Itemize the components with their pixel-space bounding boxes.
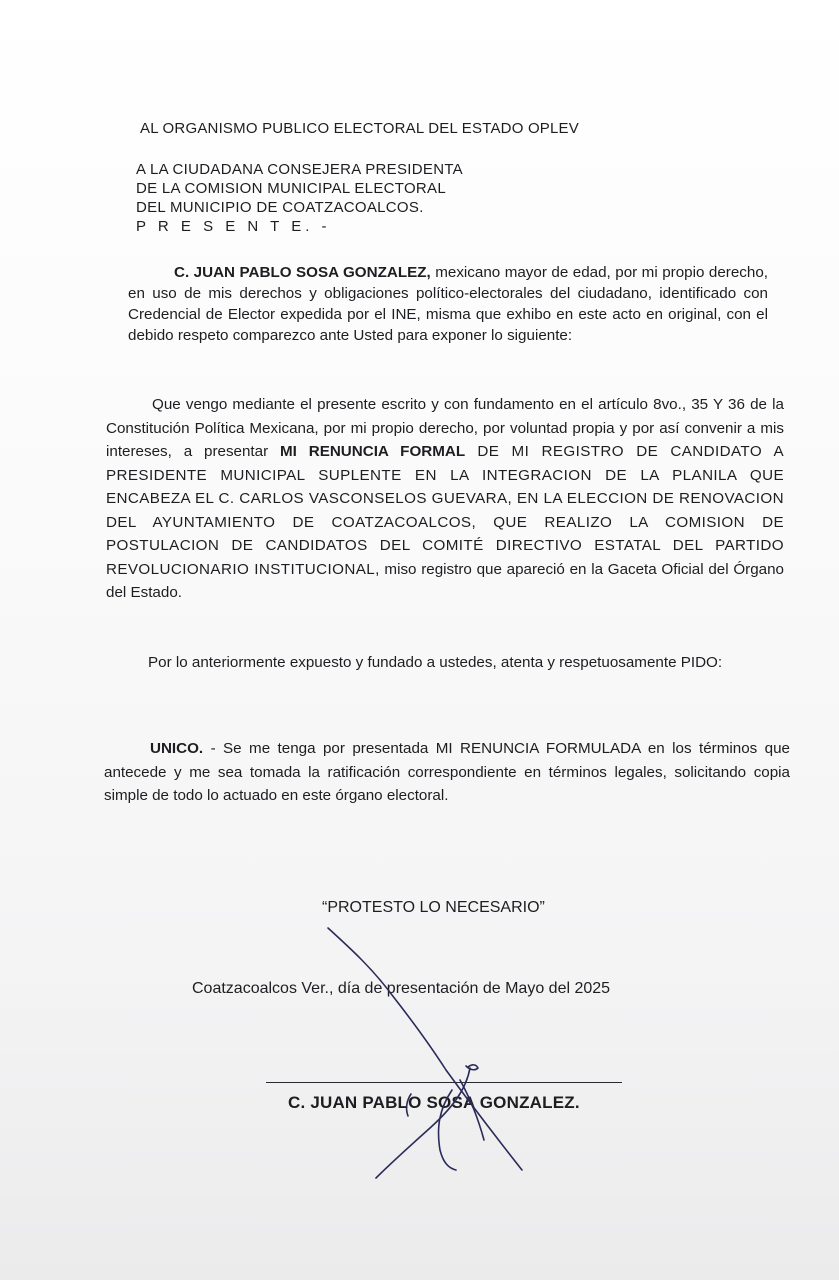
request-text: Por lo anteriormente expuesto y fundado a ustedes, atenta y respetuosamente PIDO: bbox=[148, 654, 723, 671]
resignation-text: Que vengo mediante el presente escrito y con fundamento en el artículo 8vo., 35 Y 36 de la Constitución Política Mexicana, por mi propio derecho, por voluntad propia y por así convenir a mis intereses, a presentar bbox=[106, 396, 784, 460]
closing-motto: “PROTESTO LO NECESARIO” bbox=[322, 899, 545, 916]
paragraph-unico bbox=[104, 737, 790, 808]
resignation-bold: MI RENUNCIA FORMAL bbox=[280, 443, 466, 460]
paragraph-introduction bbox=[128, 262, 768, 346]
signatory-name: C. JUAN PABLO SOSA GONZALEZ. bbox=[288, 1093, 580, 1112]
unico-label: UNICO. bbox=[150, 740, 204, 757]
signature-line bbox=[266, 1082, 622, 1083]
recipient-line-1: A LA CIUDADANA CONSEJERA PRESIDENTA bbox=[136, 161, 463, 178]
introduction-text: mexicano mayor de edad, por mi propio derecho, en uso de mis derechos y obligaciones político-electorales del ciudadano, identificado con Credencial de Elector expedida por el INE, misma que exhibo en este acto en original, con el debido respeto comparezco ante Usted para exponer lo siguiente: bbox=[128, 264, 768, 344]
resignation-end: miso registro que apareció en la Gaceta Oficial del Órgano del Estado. bbox=[106, 560, 784, 601]
applicant-name: C. JUAN PABLO SOSA GONZALEZ, bbox=[174, 264, 431, 281]
paragraph-request bbox=[102, 651, 786, 675]
recipient-block bbox=[136, 160, 463, 236]
paragraph-resignation bbox=[106, 393, 784, 605]
unico-text: - Se me tenga por presentada MI RENUNCIA FORMULADA en los términos que antecede y me sea tomada la ratificación correspondiente en términos legales, solicitando copia simple de todo lo actuado en este órgano electoral. bbox=[104, 740, 790, 804]
recipient-line-2: DE LA COMISION MUNICIPAL ELECTORAL bbox=[136, 180, 446, 197]
recipient-line-3: DEL MUNICIPIO DE COATZACOALCOS. bbox=[136, 199, 424, 216]
resignation-caps: DE MI REGISTRO DE CANDIDATO A PRESIDENTE MUNICIPAL SUPLENTE EN LA INTEGRACION DE LA PLANILA QUE ENCABEZA EL C. CARLOS VASCONSELOS GUEVARA, EN LA ELECCION DE RENOVACION DEL AYUNTAMIENTO DE COATZACOALCOS, QUE REALIZO LA COMISION DE POSTULACION DE CANDIDATOS DEL COMITÉ DIRECTIVO ESTATAL DEL PARTIDO REVOLUCIONARIO INSTITUCIONAL, bbox=[106, 443, 784, 578]
presente-line: P R E S E N T E. - bbox=[136, 218, 331, 235]
addressee-line: AL ORGANISMO PUBLICO ELECTORAL DEL ESTADO OPLEV bbox=[140, 120, 579, 137]
place-date: Coatzacoalcos Ver., día de presentación de Mayo del 2025 bbox=[192, 980, 611, 997]
